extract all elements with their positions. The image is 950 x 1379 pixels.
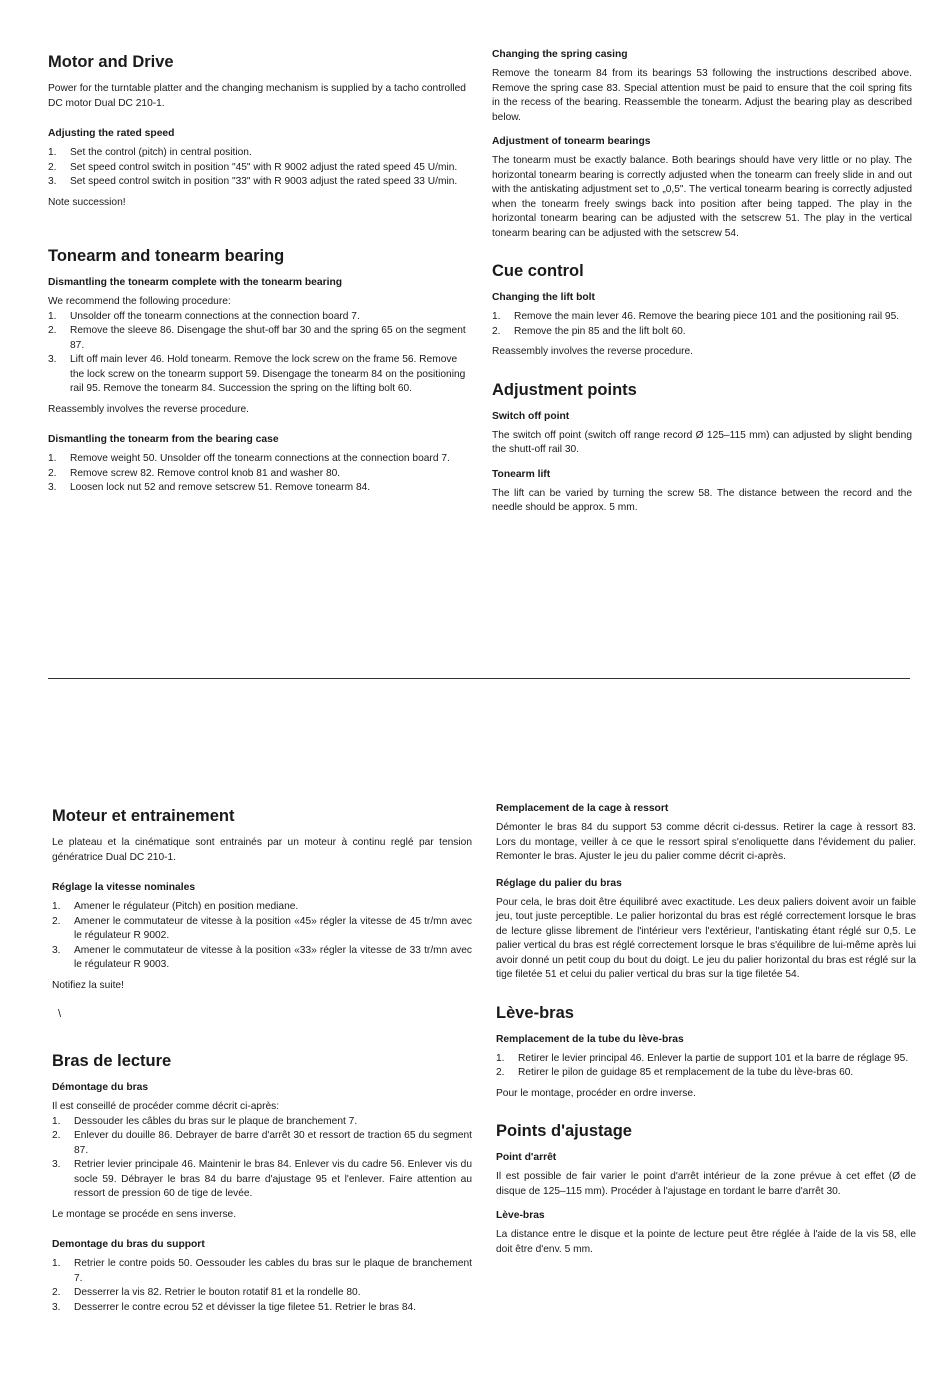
tonearm-lift-heading: Tonearm lift bbox=[492, 468, 551, 480]
list-item: 1. Remove weight 50. Unsolder off the tonearm connections at the connection board 7. bbox=[48, 453, 450, 464]
list-item: 3. Set speed control switch in position "33" with R 9003 adjust the rated speed 33 U/min. bbox=[48, 176, 458, 187]
fr-left-column bbox=[52, 806, 472, 1321]
list-item: 1. Set the control (pitch) in central position. bbox=[48, 147, 252, 158]
stray-mark: \ bbox=[58, 1008, 62, 1020]
palier-heading: Réglage du palier du bras bbox=[496, 877, 622, 889]
list-item: 1. Retrier le contre poids 50. Oessouder les cables du bras sur le plaque de branchement 7. bbox=[52, 1258, 472, 1284]
spring-casing-text: Remove the tonearm 84 from its bearings 53 following the instructions described above. Remove the spring case 83. Special attention must be paid to ensure that the coil spring fits in the recess of the bearing. Reassemble the tonearm. Adjust the bearing play as described below. bbox=[492, 68, 912, 123]
list-item: 2. Enlever du douille 86. Debrayer de barre d'arrêt 30 et ressort de traction 65 du segment 87. bbox=[52, 1130, 472, 1156]
list-item: 1. Retirer le levier principal 46. Enlever la partie de support 101 et la barre de réglage 95. bbox=[496, 1052, 909, 1064]
list-item: 2. Remove the sleeve 86. Disengage the shut-off bar 30 and the spring 65 on the segment 87. bbox=[48, 325, 466, 351]
list-item: 1. Dessouder les câbles du bras sur le plaque de branchement 7. bbox=[52, 1115, 358, 1127]
leve-bras-heading: Lève-bras bbox=[496, 1210, 545, 1221]
support-steps bbox=[52, 1257, 472, 1315]
tonearm-bearings-text: The tonearm must be exactly balance. Both bearings should have very little or no play. The horizontal tonearm bearing is correctly adjusted when the tonearm can freely slide in and out with the antiskating adjustment set to „0,5". The vertical tonearm bearing is correctly adjusted when the tonearm freely swings back into position after being tapped. The play in the horizontal tonearm bearing can be adjusted with the setscrew 51. The play in the vertical tonearm bearing can be adjusted with the setscrew 54. bbox=[492, 155, 912, 239]
dismantle-steps bbox=[48, 310, 468, 397]
bras-title: Bras de lecture bbox=[52, 1052, 172, 1070]
list-item: 2. Remove the pin 85 and the lift bolt 60. bbox=[492, 325, 686, 337]
list-item: 2. Retirer le pilon de guidage 85 et remplacement de la tube du lève-bras 60. bbox=[496, 1067, 854, 1078]
demontage-intro: Il est conseillé de procéder comme décrit ci-après: bbox=[52, 1101, 280, 1112]
leve-bras-title: Lève-bras bbox=[496, 1003, 574, 1022]
rated-speed-heading: Adjusting the rated speed bbox=[48, 128, 175, 139]
vitesse-heading: Réglage la vitesse nominales bbox=[52, 882, 196, 893]
leve-steps bbox=[496, 1052, 916, 1081]
list-item: 3. Desserrer le contre ecrou 52 et dévisser la tige filetee 51. Retrier le bras 84. bbox=[52, 1301, 417, 1313]
list-item: 1. Remove the main lever 46. Remove the bearing piece 101 and the positioning rail 95. bbox=[492, 311, 900, 322]
moteur-intro: Le plateau et la cinématique sont entrainés par un moteur à continu reglé par tension génératrice Dual DC 210-1. bbox=[52, 837, 472, 863]
list-item: 3. Retrier levier principale 46. Maintenir le bras 84. Enlever vis du cadre 56. Enlever vis du socle 59. Débrayer le bras 84 du barre d'ajustage 95 et l'enlever. Faire attention au ressort de pression 60 de tige de levée. bbox=[52, 1159, 472, 1199]
list-item: 1. Unsolder off the tonearm connections at the connection board 7. bbox=[48, 310, 360, 322]
list-item: 3. Lift off main lever 46. Hold tonearm. Remove the lock screw on the frame 56. Remove the lock screw on the tonearm support 59. Disengage the tonearm 84 on the positioning rail 95. Remove the tonearm 84. Succession the spring on the lifting bolt 60. bbox=[48, 354, 466, 394]
note-succession: Note succession! bbox=[48, 196, 126, 208]
section-divider bbox=[48, 678, 910, 679]
moteur-title: Moteur et entrainement bbox=[52, 807, 235, 825]
motor-intro: Power for the turntable platter and the changing mechanism is supplied by a tacho controlled DC motor Dual DC 210-1. bbox=[48, 83, 466, 109]
rated-speed-steps bbox=[48, 146, 468, 190]
list-item: 3. Loosen lock nut 52 and remove setscrew 51. Remove tonearm 84. bbox=[48, 482, 371, 493]
notifiez-note: Notifiez la suite! bbox=[52, 979, 124, 991]
dismantle-heading: Dismantling the tonearm complete with the tonearm bearing bbox=[48, 277, 343, 288]
list-item: 3. Amener le commutateur de vitesse à la position «33» régler la vitesse de 33 tr/mn avec le régulateur R 9003. bbox=[52, 944, 472, 970]
bearing-case-steps bbox=[48, 452, 468, 496]
cue-control-title: Cue control bbox=[492, 262, 584, 280]
cage-heading: Remplacement de la cage à ressort bbox=[496, 803, 669, 814]
arret-text: Il est possible de fair varier le point d'arrêt intérieur de la zone prévue à cet effet (Ø de disque de 125–115 mm). Procéder à l'ajustage en tordant le barre d'arrêt 30. bbox=[496, 1171, 916, 1197]
demontage-steps bbox=[52, 1115, 472, 1202]
switch-off-text: The switch off point (switch off range record Ø 125–115 mm) can adjusted by slight bending the shutt-off rail 30. bbox=[492, 429, 912, 455]
dismantle-intro: We recommend the following procedure: bbox=[48, 296, 231, 307]
spring-casing-heading: Changing the spring casing bbox=[492, 49, 628, 60]
demontage-heading: Démontage du bras bbox=[52, 1082, 149, 1093]
en-left-column bbox=[48, 52, 468, 502]
tonearm-title: Tonearm and tonearm bearing bbox=[48, 247, 285, 265]
vitesse-steps bbox=[52, 900, 472, 973]
montage-note: Le montage se procéde en sens inverse. bbox=[52, 1208, 237, 1220]
palier-text: Pour cela, le bras doit être équilibré avec exactitude. Les deux paliers doivent avoir un faible jeu, tout juste perceptible. Le palier horizontal du bras est réglé correctement lorsque le bras de lecture glisse librement de l'intérieur vers l'extérieur, l'antiskating étant réglé sur 0,5. Le palier vertical du bras est réglé correctement lorsque le bras s'équilibre de lui-même après lui avoir donné un petit coup du bout du doigt. Le jeu du palier horizontal du bras est réglé sur la tige filetée 51 et celui du palier vertical du bras sur la tige filetée 54. bbox=[496, 896, 916, 980]
en-right-column bbox=[492, 48, 912, 522]
list-item: 2. Desserrer la vis 82. Retrier le bouton rotatif 81 et la rondelle 80. bbox=[52, 1287, 361, 1298]
cue-reassembly-note: Reassembly involves the reverse procedure. bbox=[492, 346, 694, 357]
motor-drive-title: Motor and Drive bbox=[48, 53, 174, 71]
list-item: 2. Remove screw 82. Remove control knob 81 and washer 80. bbox=[48, 467, 341, 479]
list-item: 2. Set speed control switch in position "45" with R 9002 adjust the rated speed 45 U/min. bbox=[48, 161, 458, 173]
lift-bolt-steps bbox=[492, 310, 912, 339]
list-item: 2. Amener le commutateur de vitesse à la position «45» régler la vitesse de 45 tr/mn avec le régulateur R 9002. bbox=[52, 915, 472, 941]
tonearm-bearings-heading: Adjustment of tonearm bearings bbox=[492, 136, 651, 147]
points-title: Points d'ajustage bbox=[496, 1122, 632, 1140]
cage-text: Démonter le bras 84 du support 53 comme décrit ci-dessus. Retirer la cage à ressort 83. Lors du montage, veiller à ce que le ressort spiral s'enoliquette dans l'évidement du palier. Remonter le bras. Ajuster le jeu du palier comme décrit ci-après. bbox=[496, 822, 916, 862]
reassembly-note: Reassembly involves the reverse procedure. bbox=[48, 403, 250, 415]
adjustment-points-title: Adjustment points bbox=[492, 380, 637, 399]
switch-off-heading: Switch off point bbox=[492, 410, 570, 422]
list-item: 1. Amener le régulateur (Pitch) en position mediane. bbox=[52, 901, 299, 912]
leve-reassembly: Pour le montage, procéder en ordre inverse. bbox=[496, 1087, 696, 1099]
lift-bolt-heading: Changing the lift bolt bbox=[492, 292, 595, 303]
leve-heading: Remplacement de la tube du lève-bras bbox=[496, 1033, 684, 1045]
support-heading: Demontage du bras du support bbox=[52, 1239, 205, 1250]
bearing-case-heading: Dismantling the tonearm from the bearing case bbox=[48, 434, 279, 445]
fr-right-column bbox=[496, 802, 916, 1263]
tonearm-lift-text: The lift can be varied by turning the screw 58. The distance between the record and the needle should be approx. 5 mm. bbox=[492, 487, 912, 513]
arret-heading: Point d'arrêt bbox=[496, 1152, 557, 1163]
leve-bras-text: La distance entre le disque et la pointe de lecture peut être réglée à l'aide de la vis 58, elle doit être d'env. 5 mm. bbox=[496, 1229, 916, 1255]
